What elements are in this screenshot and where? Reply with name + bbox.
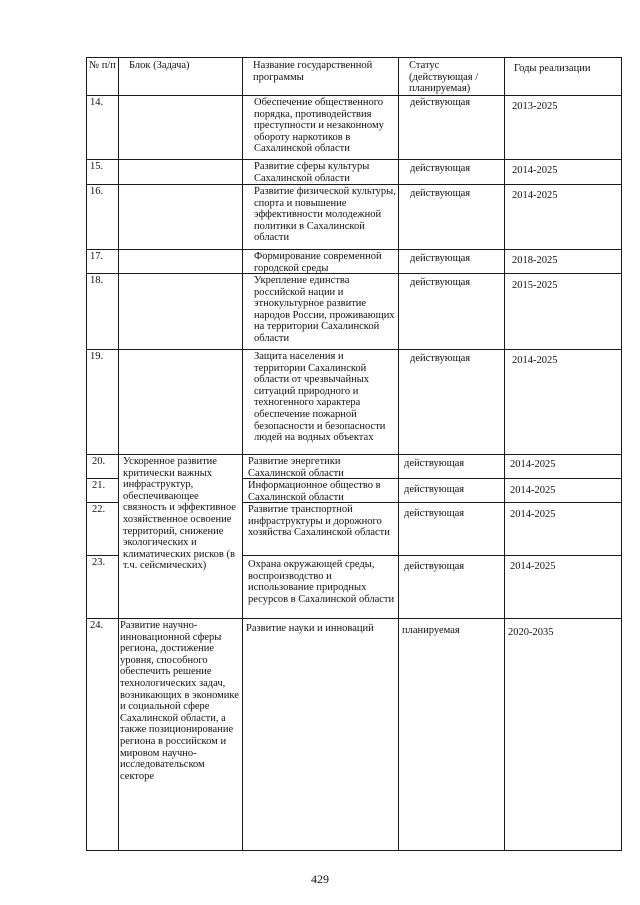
row-program: Обеспечение общественного порядка, противодействия преступности и незаконному обороту наркотиков в Сахалинской области — [254, 97, 384, 155]
row-num: 23. — [92, 557, 106, 568]
row-status: действующая — [410, 277, 471, 288]
row-num: 18. — [90, 275, 104, 286]
block-science: Развитие научно-инновационной сферы региона, достижение уровня, способного обеспечить решение технологических задач, возникающих в экономике и социальной сфере Сахалинской области, а также позиционирование региона в российском и мировом научно-исследовательском секторе — [120, 620, 239, 782]
table-border-top — [86, 57, 622, 58]
row-status: действующая — [410, 97, 471, 108]
table-border-bottom — [86, 850, 622, 851]
row-num: 24. — [90, 620, 104, 631]
row-years: 2014-2025 — [512, 165, 558, 176]
row-divider — [86, 502, 118, 503]
row-num: 22. — [92, 504, 106, 515]
row-status: действующая — [410, 253, 471, 264]
row-num: 20. — [92, 456, 106, 467]
row-years: 2015-2025 — [512, 280, 558, 291]
row-years: 2014-2025 — [512, 190, 558, 201]
row-program: Развитие транспортной инфраструктуры и дорожного хозяйства Сахалинской области — [248, 504, 390, 539]
row-program: Защита населения и территории Сахалинской области от чрезвычайных ситуаций природного и техногенного характера обеспечение пожарной безопасности и безопасности людей на водных объектах — [254, 351, 386, 444]
column-divider — [242, 57, 243, 851]
row-years: 2014-2025 — [510, 485, 556, 496]
row-program: Укрепление единства российской нации и этнокультурное развитие народов России, проживающих на территории Сахалинской области — [254, 275, 395, 344]
row-divider — [86, 159, 622, 160]
row-years: 2014-2025 — [510, 509, 556, 520]
row-num: 14. — [90, 97, 104, 108]
header-program: Название государственной программы — [253, 60, 373, 83]
row-program: Информационное общество в Сахалинской области — [248, 480, 381, 503]
row-num: 16. — [90, 186, 104, 197]
row-num: 17. — [90, 251, 104, 262]
row-divider — [242, 555, 622, 556]
row-program: Развитие сферы культуры Сахалинской области — [254, 161, 370, 184]
row-divider — [86, 454, 622, 455]
column-divider — [398, 57, 399, 851]
row-num: 19. — [90, 351, 104, 362]
table-border-right — [621, 57, 622, 851]
row-status: действующая — [410, 353, 471, 364]
row-years: 2018-2025 — [512, 255, 558, 266]
row-num: 21. — [92, 480, 106, 491]
header-num: № п/п — [89, 60, 116, 71]
column-divider — [118, 57, 119, 851]
row-years: 2014-2025 — [510, 459, 556, 470]
row-divider — [86, 618, 622, 619]
row-divider — [86, 478, 118, 479]
row-program: Охрана окружающей среды, воспроизводство и использование природных ресурсов в Сахалинской области — [248, 559, 395, 605]
row-years: 2014-2025 — [512, 355, 558, 366]
column-divider — [504, 57, 505, 851]
row-status: действующая — [404, 508, 465, 519]
table-border-left — [86, 57, 87, 851]
row-program: Формирование современной городской среды — [254, 251, 382, 274]
row-years: 2013-2025 — [512, 101, 558, 112]
page-number: 429 — [311, 872, 329, 886]
row-divider — [86, 249, 622, 250]
block-infrastructure: Ускоренное развитие критически важных инфраструктур, обеспечивающее связность и эффективное хозяйственное освоение территорий, снижение экологических и климатических рисков (в т.ч. сейсмических) — [123, 456, 236, 572]
row-divider — [86, 349, 622, 350]
header-status: Статус (действующая / планируемая) — [409, 60, 479, 95]
row-status: планируемая — [402, 625, 460, 636]
row-status: действующая — [410, 163, 471, 174]
row-years: 2014-2025 — [510, 561, 556, 572]
row-program: Развитие физической культуры, спорта и повышение эффективности молодежной политики в Сахалинской области — [254, 186, 396, 244]
row-status: действующая — [404, 458, 465, 469]
row-program: Развитие энергетики Сахалинской области — [248, 456, 344, 479]
row-divider — [86, 95, 622, 96]
header-block: Блок (Задача) — [129, 60, 190, 71]
row-status: действующая — [404, 484, 465, 495]
row-num: 15. — [90, 161, 104, 172]
row-divider — [86, 555, 118, 556]
row-program: Развитие науки и инноваций — [246, 623, 374, 634]
row-years: 2020-2035 — [508, 627, 554, 638]
header-years: Годы реализации — [514, 63, 591, 74]
row-status: действующая — [410, 188, 471, 199]
row-status: действующая — [404, 561, 465, 572]
